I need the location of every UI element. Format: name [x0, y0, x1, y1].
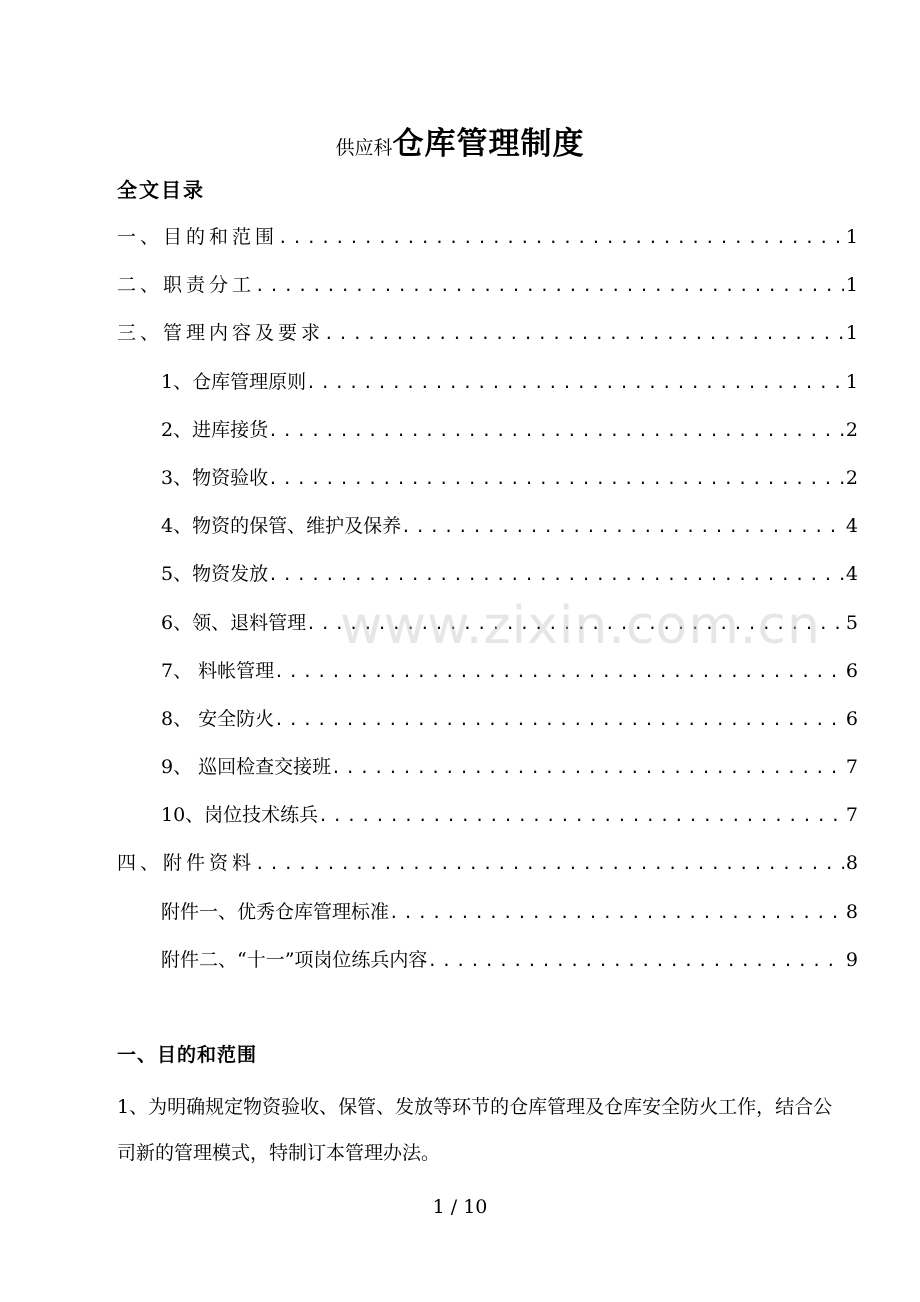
document-title	[0, 118, 920, 163]
toc-entry[interactable]	[117, 261, 858, 309]
watermark: www.zixin.com.cn	[340, 596, 821, 656]
toc-leader-dots	[324, 310, 844, 358]
toc-entry-page: 1	[845, 274, 858, 297]
toc-entry[interactable]	[117, 888, 858, 936]
toc-heading: 全文目录	[117, 178, 205, 202]
toc-leader-dots	[255, 262, 844, 310]
toc-entry[interactable]	[117, 695, 858, 743]
toc-entry-page: 8	[845, 852, 858, 875]
toc-entry[interactable]	[117, 743, 858, 791]
toc-entry-text: 9、 巡回检查交接班	[161, 756, 332, 779]
toc-leader-dots	[268, 407, 844, 455]
toc-entry-page: 4	[845, 563, 858, 586]
toc-entry-text: 附件二、“十一”项岗位练兵内容	[161, 948, 428, 971]
toc-entry-text: 1、仓库管理原则	[161, 370, 307, 393]
toc-entry-page: 6	[845, 659, 858, 682]
toc-entry[interactable]	[117, 502, 858, 550]
toc-entry-text: 二、职责分工	[117, 274, 256, 297]
section-heading: 一、目的和范围	[117, 1044, 258, 1066]
toc-leader-dots	[389, 889, 844, 937]
toc-entry-page: 2	[845, 466, 858, 489]
title-prefix: 供应科	[335, 137, 393, 159]
toc-leader-dots	[274, 696, 844, 744]
toc-entry-text: 8、 安全防火	[161, 707, 275, 730]
toc-entry-text: 2、进库接货	[161, 418, 269, 441]
toc-entry-text: 三、管理内容及要求	[117, 322, 325, 345]
toc-entry[interactable]	[117, 358, 858, 406]
toc-leader-dots	[255, 840, 844, 888]
toc-entry-page: 5	[845, 611, 858, 634]
toc-entry-page: 1	[845, 322, 858, 345]
toc-entry-text: 4、物资的保管、维护及保养	[161, 515, 402, 538]
toc-entry[interactable]	[117, 936, 858, 984]
toc-entry-text: 一、目的和范围	[117, 226, 279, 248]
toc-entry-text: 3、物资验收	[161, 466, 269, 489]
toc-entry[interactable]	[117, 599, 858, 647]
toc-leader-dots	[268, 455, 844, 503]
toc-entry[interactable]	[117, 406, 858, 454]
page-indicator: 1 / 10	[432, 1196, 488, 1218]
toc-entry-page: 1	[845, 226, 858, 248]
table-of-contents	[117, 213, 858, 984]
toc-entry-page: 1	[845, 370, 858, 393]
toc-leader-dots	[401, 503, 844, 551]
toc-leader-dots	[306, 600, 844, 648]
toc-entry[interactable]	[117, 839, 858, 887]
toc-entry-page: 4	[845, 515, 858, 538]
title-main: 仓库管理制度	[392, 126, 585, 162]
toc-entry[interactable]	[117, 213, 858, 261]
toc-entry[interactable]	[117, 309, 858, 357]
toc-leader-dots	[306, 359, 844, 407]
toc-entry[interactable]	[117, 454, 858, 502]
toc-entry-page: 7	[845, 804, 858, 827]
toc-entry-page: 8	[845, 900, 858, 923]
toc-entry-text: 7、 料帐管理	[161, 659, 275, 682]
toc-entry[interactable]	[117, 550, 858, 598]
toc-entry-text: 6、领、退料管理	[161, 611, 307, 634]
toc-leader-dots	[274, 648, 844, 696]
toc-entry-page: 2	[845, 418, 858, 441]
toc-entry-text: 5、物资发放	[161, 563, 269, 586]
toc-entry-page: 9	[845, 948, 858, 971]
toc-entry[interactable]	[117, 791, 858, 839]
toc-entry-page: 7	[845, 756, 858, 779]
toc-entry-text: 10、岗位技术练兵	[161, 804, 319, 827]
toc-entry-page: 6	[845, 707, 858, 730]
toc-leader-dots	[318, 792, 844, 840]
toc-entry[interactable]	[117, 647, 858, 695]
toc-leader-dots	[427, 937, 843, 985]
toc-leader-dots	[331, 744, 844, 792]
section-paragraph: 1、为明确规定物资验收、保管、发放等环节的仓库管理及仓库安全防火工作，结合公司新的管理模式，特制订本管理办法。	[117, 1096, 833, 1164]
toc-entry-text: 四、附件资料	[117, 852, 256, 875]
toc-entry-text: 附件一、优秀仓库管理标准	[161, 900, 390, 923]
toc-leader-dots	[268, 551, 844, 599]
toc-leader-dots	[278, 214, 844, 262]
